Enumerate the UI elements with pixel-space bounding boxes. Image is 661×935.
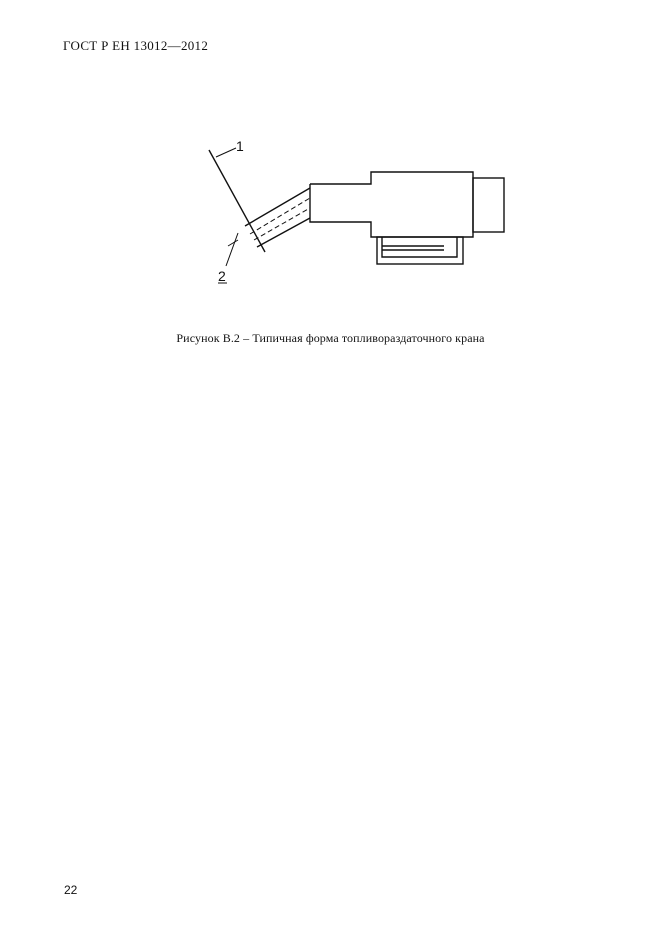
page-number: 22 [64,883,78,897]
callout-label-1: 1 [236,138,244,154]
callout-label-2: 2 [218,268,226,284]
nozzle-figure [0,0,661,320]
hose-connector [473,178,504,232]
spout-upper-wall [245,188,310,226]
callout-2-leader [226,233,238,266]
document-header: ГОСТ Р ЕН 13012—2012 [63,38,209,53]
spout-inner-lower [254,208,310,240]
trigger-guard-inner [382,237,457,257]
axis-dash [228,240,238,246]
callout-1-leader [216,148,236,157]
spout-inner-upper [250,198,310,234]
nozzle-body [310,172,473,237]
spout-lower-wall [257,218,310,247]
fuel-nozzle-drawing [0,0,661,320]
figure-caption: Рисунок В.2 – Типичная форма топливораздаточного крана [176,331,485,345]
